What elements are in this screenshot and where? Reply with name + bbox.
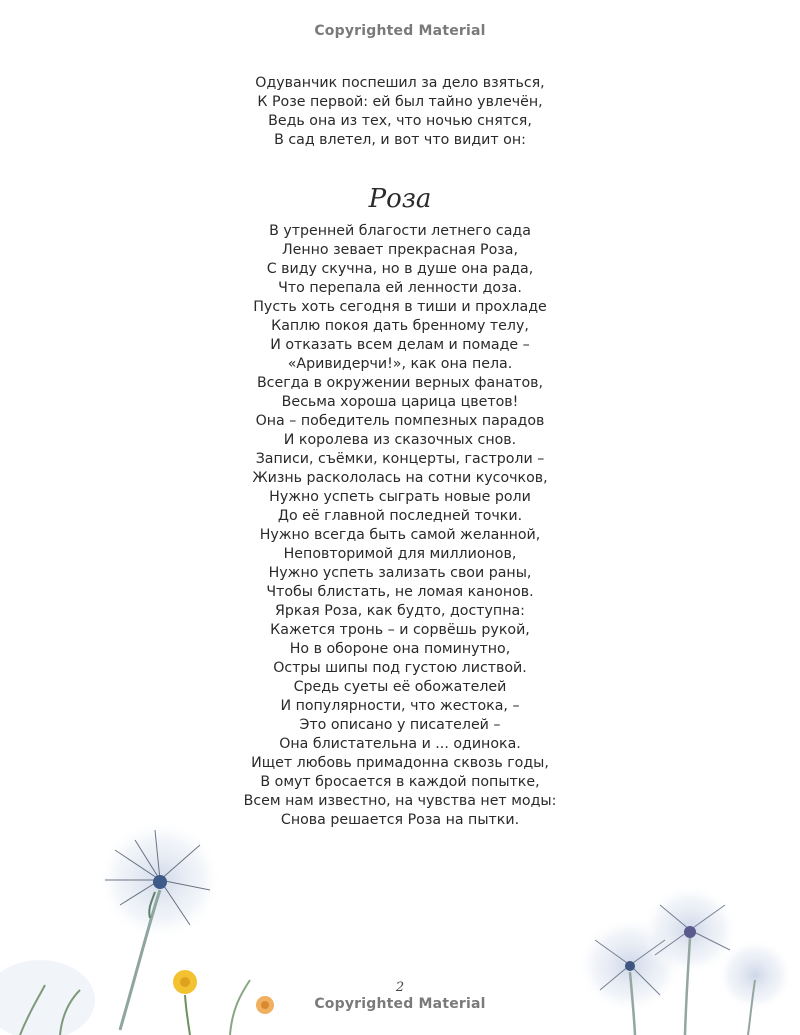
intro-line: В сад влетел, и вот что видит он: xyxy=(274,132,526,148)
poem-line: Нужно успеть сыграть новые роли xyxy=(269,489,531,505)
poem-line: Весьма хороша царица цветов! xyxy=(281,394,519,410)
poem-line: Снова решается Роза на пытки. xyxy=(280,812,520,828)
poem-title: Роза xyxy=(368,184,432,214)
copyright-watermark-top: Copyrighted Material xyxy=(314,23,486,39)
poem-line: Всегда в окружении верных фанатов, xyxy=(256,375,544,391)
poem-line: И популярности, что жестока, – xyxy=(280,698,520,714)
poem-line: Ищет любовь примадонна сквозь годы, xyxy=(251,755,549,771)
poem-line: Она блистательна и ... одинока. xyxy=(279,736,521,752)
poem-line: До её главной последней точки. xyxy=(277,508,523,524)
poem-line: Она – победитель помпезных парадов xyxy=(255,413,545,429)
poem-line: Всем нам известно, на чувства нет моды: xyxy=(243,793,557,809)
poem-line: Кажется тронь – и сорвёшь рукой, xyxy=(270,622,530,638)
intro-stanza xyxy=(0,74,800,150)
poem-line: В омут бросается в каждой попытке, xyxy=(260,774,540,790)
copyright-watermark-bottom: Copyrighted Material xyxy=(314,996,486,1012)
poem-line: «Аривидерчи!», как она пела. xyxy=(287,356,513,372)
intro-line: Одуванчик поспешил за дело взяться, xyxy=(255,75,545,91)
poem-line: И королева из сказочных снов. xyxy=(283,432,517,448)
poem-line: Это описано у писателей – xyxy=(299,717,501,733)
poem-line: Нужно всегда быть самой желанной, xyxy=(259,527,541,543)
poem-line: Но в обороне она поминутно, xyxy=(289,641,511,657)
poem-line: Что перепала ей ленности доза. xyxy=(278,280,522,296)
poem-line: Каплю покоя дать бренному телу, xyxy=(271,318,529,334)
poem-line: Чтобы блистать, не ломая канонов. xyxy=(266,584,534,600)
intro-line: Ведь она из тех, что ночью снятся, xyxy=(268,113,532,129)
poem-line: Жизнь раскололась на сотни кусочков, xyxy=(252,470,548,486)
poem-line: Остры шипы под густою листвой. xyxy=(273,660,527,676)
poem-line: Неповторимой для миллионов, xyxy=(283,546,517,562)
poem-line: Средь суеты её обожателей xyxy=(293,679,507,695)
poem-line: Пусть хоть сегодня в тиши и прохладе xyxy=(253,299,547,315)
intro-line: К Розе первой: ей был тайно увлечён, xyxy=(257,94,543,110)
poem-line: Записи, съёмки, концерты, гастроли – xyxy=(255,451,545,467)
page-number: 2 xyxy=(395,980,405,995)
poem-body xyxy=(0,222,800,830)
poem-line: Яркая Роза, как будто, доступна: xyxy=(275,603,525,619)
poem-line: Ленно зевает прекрасная Роза, xyxy=(281,242,519,258)
poem-line: В утренней благости летнего сада xyxy=(269,223,531,239)
poem-line: И отказать всем делам и помаде – xyxy=(270,337,530,353)
poem-line: С виду скучна, но в душе она рада, xyxy=(266,261,534,277)
poem-line: Нужно успеть зализать свои раны, xyxy=(268,565,532,581)
